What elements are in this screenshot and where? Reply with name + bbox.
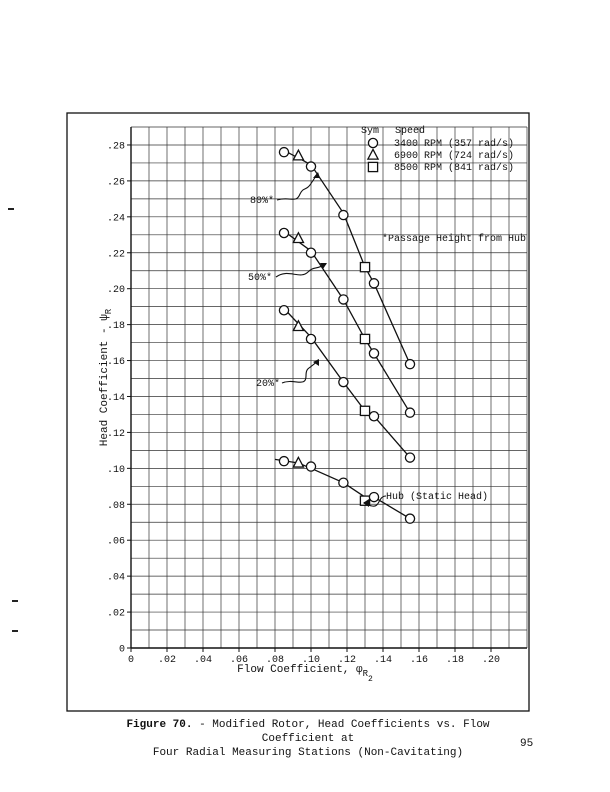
data-point-circle bbox=[306, 162, 315, 171]
y-tick-label: .16 bbox=[106, 357, 125, 369]
data-point-triangle bbox=[293, 321, 303, 331]
data-point-circle bbox=[339, 210, 348, 219]
x-tick-label: .16 bbox=[409, 655, 429, 666]
y-tick-label: .22 bbox=[106, 249, 125, 261]
data-point-circle bbox=[306, 462, 315, 471]
legend-header-sym: Sym bbox=[361, 126, 380, 137]
y-tick-label: .10 bbox=[106, 464, 125, 476]
legend-marker-square bbox=[368, 162, 377, 171]
data-point-circle bbox=[405, 453, 414, 462]
curve-label: 20%* bbox=[256, 379, 281, 390]
y-tick-label: .24 bbox=[106, 213, 125, 225]
data-point-circle bbox=[405, 514, 414, 523]
data-point-circle bbox=[279, 306, 288, 315]
x-tick-label: .10 bbox=[301, 655, 321, 666]
data-point-circle bbox=[339, 378, 348, 387]
data-point-circle bbox=[306, 248, 315, 257]
data-point-circle bbox=[279, 148, 288, 157]
data-point-circle bbox=[405, 360, 414, 369]
data-point-circle bbox=[339, 478, 348, 487]
data-point-square bbox=[360, 406, 369, 415]
y-tick-label: .04 bbox=[106, 572, 125, 584]
curve-label: 50%* bbox=[248, 273, 273, 284]
y-tick-label: .18 bbox=[106, 321, 125, 333]
margin-mark bbox=[12, 630, 18, 632]
y-tick-label: .08 bbox=[106, 500, 125, 512]
y-tick-label: .02 bbox=[106, 608, 125, 620]
curve-label-leader bbox=[277, 173, 318, 200]
y-tick-label: .20 bbox=[106, 285, 125, 297]
data-point-square bbox=[360, 263, 369, 272]
curve-label: Hub (Static Head) bbox=[386, 492, 489, 503]
y-tick-label: .14 bbox=[106, 392, 125, 404]
y-tick-label: 0 bbox=[118, 644, 125, 656]
legend-entry-label: 8500 RPM (841 rad/s) bbox=[394, 163, 515, 174]
data-point-circle bbox=[339, 295, 348, 304]
legend-marker-circle bbox=[368, 138, 377, 147]
x-tick-label: .04 bbox=[193, 655, 213, 666]
caption-line-1: - Modified Rotor, Head Coefficients vs. Flow Coefficient at bbox=[199, 719, 490, 745]
x-tick-label: 0 bbox=[127, 655, 135, 666]
grid bbox=[131, 127, 527, 648]
y-axis-label: Head Coefficient - $\psi_R$ bbox=[99, 308, 114, 447]
caption-figure-label: Figure 70. bbox=[126, 719, 193, 731]
x-tick-label: .02 bbox=[157, 655, 177, 666]
y-tick-label: .26 bbox=[106, 177, 125, 189]
chart-note: *Passage Height from Hub bbox=[382, 234, 527, 245]
data-point-triangle bbox=[293, 150, 303, 160]
data-point-circle bbox=[279, 228, 288, 237]
y-tick-label: .28 bbox=[106, 141, 125, 153]
data-point-circle bbox=[405, 408, 414, 417]
x-tick-label: .20 bbox=[481, 655, 501, 666]
data-point-triangle bbox=[293, 233, 303, 243]
margin-mark bbox=[12, 600, 18, 602]
curve-label-leader bbox=[282, 360, 318, 383]
data-point-circle bbox=[369, 412, 378, 421]
figure-frame bbox=[67, 113, 529, 711]
figure-caption bbox=[88, 718, 528, 760]
data-point-circle bbox=[279, 457, 288, 466]
x-tick-label: .12 bbox=[337, 655, 357, 666]
data-point-circle bbox=[369, 279, 378, 288]
legend-marker-triangle bbox=[368, 149, 378, 159]
axes bbox=[99, 127, 527, 684]
x-axis-label: Flow Coefficient, $\varphi_{R2}$ bbox=[237, 664, 373, 684]
data-point-circle bbox=[306, 334, 315, 343]
y-tick-label: .12 bbox=[106, 428, 125, 440]
annotations bbox=[248, 172, 526, 507]
margin-mark bbox=[8, 208, 14, 210]
legend-entry-label: 3400 RPM (357 rad/s) bbox=[394, 139, 515, 150]
curve-label: 80%* bbox=[250, 196, 275, 207]
caption-line-2: Four Radial Measuring Stations (Non-Cavitating) bbox=[152, 747, 464, 759]
x-tick-label: .14 bbox=[373, 655, 393, 666]
y-tick-label: .06 bbox=[106, 536, 125, 548]
data-point-square bbox=[360, 334, 369, 343]
page-number: 95 bbox=[520, 738, 534, 750]
x-tick-label: .08 bbox=[265, 655, 285, 666]
legend-header-speed: Speed bbox=[395, 126, 426, 137]
x-tick-label: .18 bbox=[445, 655, 465, 666]
data-point-circle bbox=[369, 349, 378, 358]
legend-entry-label: 6900 RPM (724 rad/s) bbox=[394, 151, 515, 162]
data-point-circle bbox=[369, 492, 378, 501]
x-tick-label: .06 bbox=[229, 655, 249, 666]
